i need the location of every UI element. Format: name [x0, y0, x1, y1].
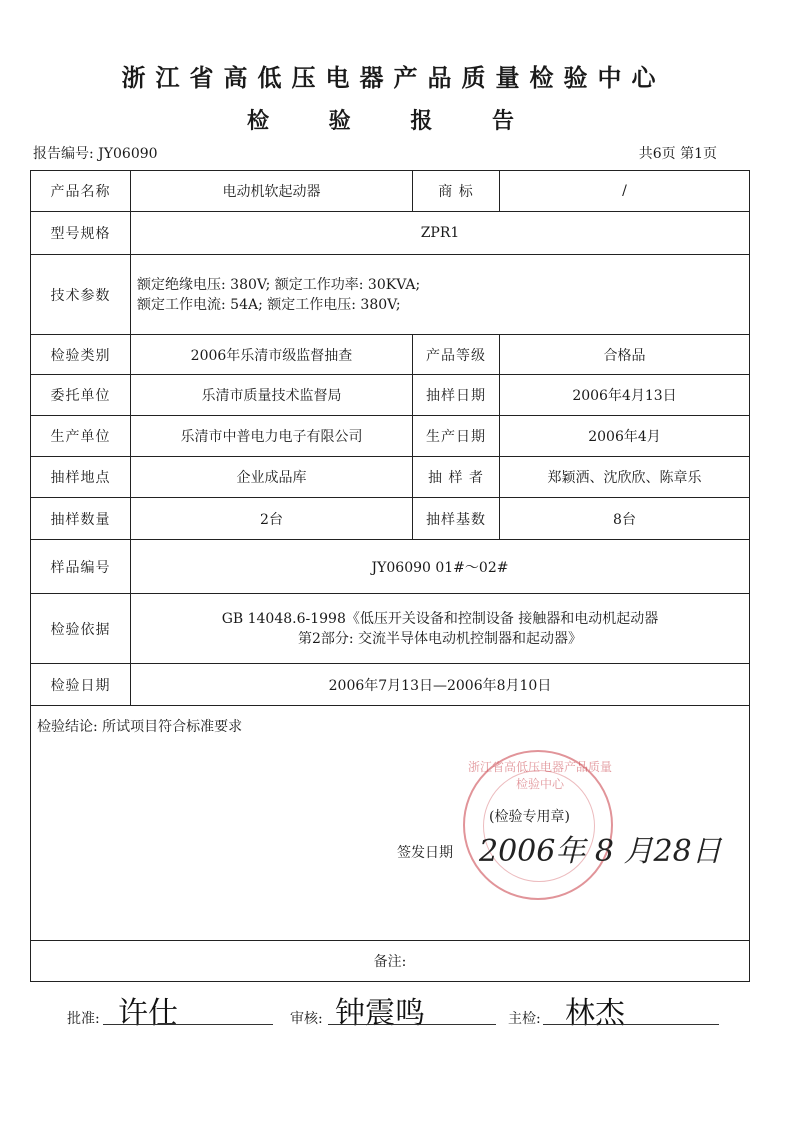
value-inspection-date: 2006年7月13日—2006年8月10日	[131, 664, 750, 706]
value-sampling-date: 2006年4月13日	[500, 375, 750, 416]
approve-label: 批准:	[67, 1011, 100, 1027]
value-sample-base: 8台	[500, 498, 750, 540]
report-number: 报告编号: JY06090	[33, 146, 158, 162]
row-manufacturer	[31, 416, 750, 457]
label-inspection-date: 检验日期	[31, 664, 131, 706]
row-client	[31, 375, 750, 416]
label-grade: 产品等级	[413, 335, 500, 375]
review-signature: 钟震鸣	[335, 996, 425, 1031]
row-sample-no	[31, 540, 750, 594]
row-product-name	[31, 171, 750, 212]
value-basis	[131, 594, 750, 664]
value-sampling-place: 企业成品库	[131, 457, 413, 498]
row-inspection-date	[31, 664, 750, 706]
label-sample-qty: 抽样数量	[31, 498, 131, 540]
label-model: 型号规格	[31, 212, 131, 255]
label-brand: 商 标	[413, 171, 500, 212]
basis-line-2: 第2部分: 交流半导体电动机控制器和起动器》	[297, 630, 583, 647]
sign-date-handwritten: 2006年 8 月28日	[479, 834, 722, 869]
label-client: 委托单位	[31, 375, 131, 416]
inspector-label: 主检:	[508, 1011, 541, 1027]
seal-text: 浙江省高低压电器产品质量检验中心	[467, 760, 612, 791]
value-brand: /	[500, 171, 750, 212]
seal-label: (检验专用章)	[489, 809, 570, 825]
inspector-signature: 林杰	[565, 996, 625, 1031]
report-title: 检 验 报 告	[247, 108, 540, 134]
row-sample-qty	[31, 498, 750, 540]
label-production-date: 生产日期	[413, 416, 500, 457]
row-conclusion	[31, 706, 750, 941]
value-client: 乐清市质量技术监督局	[131, 375, 413, 416]
conclusion-text: 检验结论: 所试项目符合标准要求	[37, 719, 243, 735]
value-product-name: 电动机软起动器	[131, 171, 413, 212]
basis-line-1: GB 14048.6-1998《低压开关设备和控制设备 接触器和电动机起动器	[221, 610, 659, 627]
approve-signature: 许仕	[118, 996, 178, 1031]
row-remark	[31, 941, 750, 982]
label-inspection-type: 检验类别	[31, 335, 131, 375]
row-tech	[31, 255, 750, 335]
value-inspection-type: 2006年乐清市级监督抽查	[131, 335, 413, 375]
row-basis	[31, 594, 750, 664]
value-grade: 合格品	[500, 335, 750, 375]
report-table	[30, 170, 750, 982]
value-model: ZPR1	[131, 212, 750, 255]
label-sample-no: 样品编号	[31, 540, 131, 594]
value-sample-qty: 2台	[131, 498, 413, 540]
label-sampling-date: 抽样日期	[413, 375, 500, 416]
label-product-name: 产品名称	[31, 171, 131, 212]
label-sampler: 抽 样 者	[413, 457, 500, 498]
page-info: 共6页 第1页	[638, 146, 717, 162]
label-basis: 检验依据	[31, 594, 131, 664]
tech-line-1: 额定绝缘电压: 380V; 额定工作功率: 30KVA;	[137, 276, 421, 293]
row-inspection-type	[31, 335, 750, 375]
label-sampling-place: 抽样地点	[31, 457, 131, 498]
value-production-date: 2006年4月	[500, 416, 750, 457]
label-sample-base: 抽样基数	[413, 498, 500, 540]
tech-line-2: 额定工作电流: 54A; 额定工作电压: 380V;	[137, 296, 401, 313]
value-sampler: 郑颖洒、沈欣欣、陈章乐	[500, 457, 750, 498]
conclusion-cell	[31, 706, 750, 941]
value-manufacturer: 乐清市中普电力电子有限公司	[131, 416, 413, 457]
remark-cell: 备注:	[31, 941, 750, 982]
inspector-line	[543, 1024, 719, 1025]
label-manufacturer: 生产单位	[31, 416, 131, 457]
review-line	[328, 1024, 496, 1025]
institution-title: 浙江省高低压电器产品质量检验中心	[121, 63, 666, 92]
value-sample-no: JY06090 01#～02#	[131, 540, 750, 594]
approve-line	[103, 1024, 273, 1025]
sign-date-label: 签发日期	[397, 845, 453, 861]
row-model	[31, 212, 750, 255]
value-tech	[131, 255, 750, 335]
row-sampling-place	[31, 457, 750, 498]
review-label: 审核:	[290, 1011, 323, 1027]
label-tech: 技术参数	[31, 255, 131, 335]
